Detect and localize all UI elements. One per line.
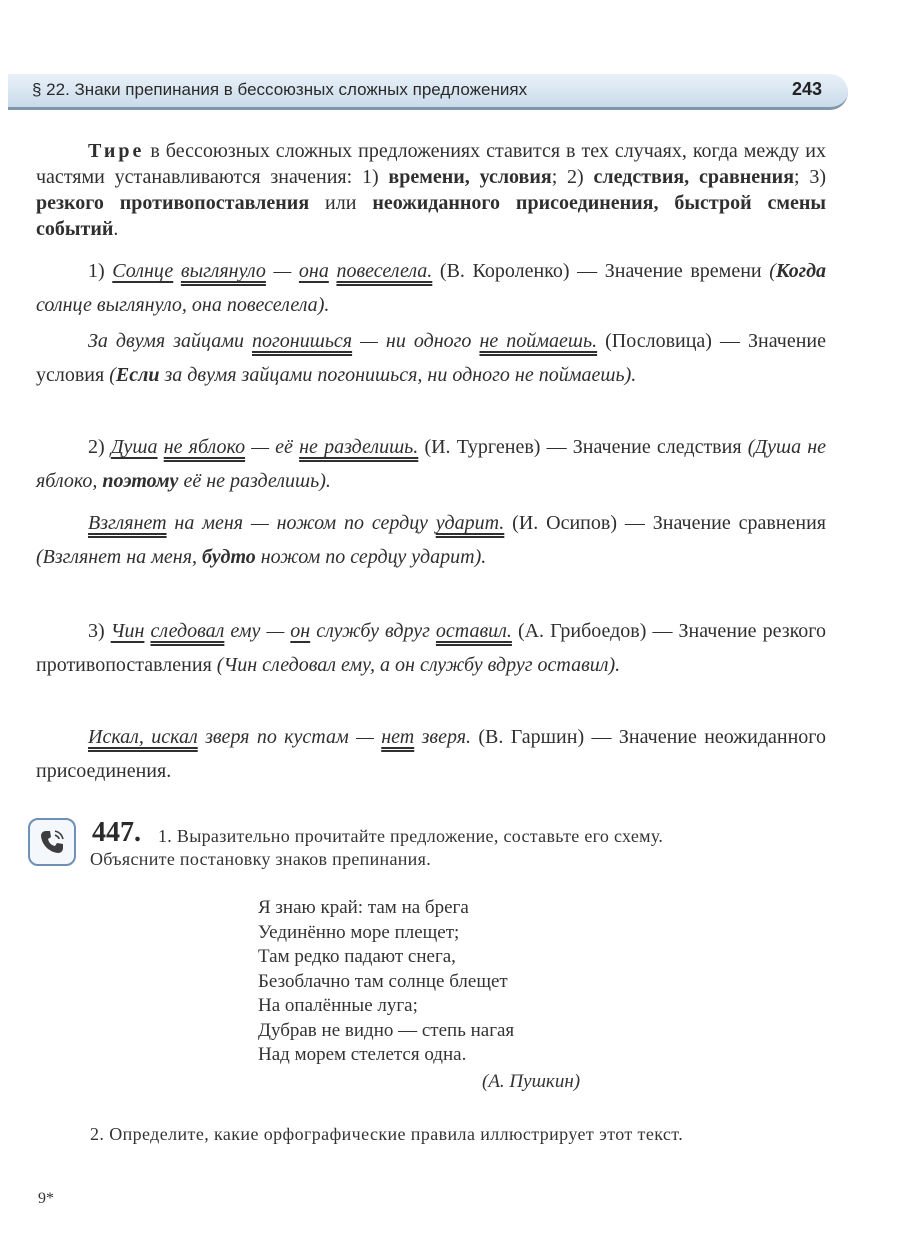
sentence-part: — её (245, 436, 300, 458)
section-title: § 22. Знаки препинания в бессоюзных сложных предложениях (32, 80, 528, 99)
example-number: 3) (88, 620, 111, 642)
explanation: (Чин следовал ему, а он службу вдруг оставил). (216, 654, 621, 676)
source: (И. Осипов) — Значение сравнения (504, 512, 826, 534)
explanation: ). (319, 470, 331, 492)
poem (258, 896, 514, 1068)
rule-text: ; 2) (551, 166, 594, 188)
predicate: не разделишь. (299, 436, 419, 458)
rule-bold: условия (479, 166, 552, 188)
source: (И. Тургенев) — Значение следствия (418, 436, 748, 458)
explanation: (Душа не яблоко, (36, 436, 827, 492)
explanation: ( (109, 364, 116, 386)
phone-icon (28, 818, 76, 866)
sentence-part: зверя. (414, 726, 471, 748)
poem-line: Я знаю край: там на брега (258, 897, 469, 918)
term: Тире (88, 140, 145, 162)
rule-bold: неожиданного присоединения, быстрой смены событий (36, 192, 827, 240)
explanation: ножом по сердцу ударит (255, 546, 475, 568)
conjunction: Если (115, 364, 160, 386)
explanation: ). (317, 294, 330, 316)
predicate: нет (381, 726, 415, 748)
rule-bold: времени, (388, 166, 470, 188)
rule-bold: следствия, сравнения (593, 166, 795, 188)
example-contrast (36, 614, 826, 682)
predicate: погонишься (252, 330, 353, 352)
exercise-task-2: 2. Определите, какие орфографические правила иллюстрирует этот текст. (90, 1124, 684, 1144)
sentence-part: службу вдруг (310, 620, 436, 642)
sentence-part: на меня — ножом по сердцу (166, 512, 436, 534)
conjunction: поэтому (102, 470, 179, 492)
predicate: не яблоко (163, 436, 246, 458)
exercise-number: 447. (92, 817, 141, 848)
dash: — (265, 260, 299, 282)
subject: Чин (110, 620, 145, 642)
explanation: (Взглянет на меня, (36, 546, 202, 568)
rule-text: в бессоюзных сложных предложениях ставится в тех случаях, когда между их частями устанавливаются значения: 1) (36, 140, 826, 188)
rule-text (470, 166, 480, 188)
example-condition (36, 324, 826, 392)
source: (В. Короленко) — Значение времени (432, 260, 770, 282)
predicate: Искал, искал (88, 726, 198, 748)
predicate: выглянуло (180, 260, 266, 282)
explanation: ). (474, 546, 487, 568)
poem-line: Над морем стелется одна. (258, 1044, 467, 1065)
predicate: не поймаешь. (479, 330, 598, 352)
rule-text: . (113, 218, 119, 240)
sentence-part: ему — (224, 620, 291, 642)
poem-line: Там редко падают снега, (258, 946, 456, 967)
example-consequence (36, 430, 826, 498)
predicate: оставил. (435, 620, 512, 642)
predicate: Взглянет (88, 512, 167, 534)
poem-line: Дубрав не видно — степь нагая (258, 1019, 515, 1041)
predicate: следовал (150, 620, 225, 642)
exercise-task-1-cont: Объясните постановку знаков препинания. (90, 849, 431, 869)
explanation: за двумя зайцами погонишься, ни одного не поймаешь (159, 364, 625, 386)
rule-text: ; 3) (794, 166, 827, 188)
source: (В. Гаршин) — Значение неожиданного присоединения. (36, 726, 826, 782)
example-comparison (36, 506, 826, 574)
conjunction: будто (202, 546, 256, 568)
subject: он (290, 620, 311, 642)
example-addition (36, 720, 826, 788)
poem-line: На опалённые луга; (258, 995, 418, 1016)
sentence-part: За двумя зайцами (88, 330, 252, 352)
explanation: ( (769, 260, 776, 282)
poem-line: Безоблачно там солнце блещет (258, 970, 508, 992)
signature-mark: 9* (38, 1190, 54, 1207)
running-header (8, 74, 848, 110)
predicate: повеселела. (336, 260, 433, 282)
predicate: ударит. (435, 512, 505, 534)
sentence-part: зверя по кустам — (197, 726, 382, 748)
subject: Солнце (112, 260, 174, 282)
rule-bold: резкого противопоставления (36, 192, 310, 214)
example-number: 2) (88, 436, 111, 458)
source: (Пословица) — Значение условия (36, 330, 827, 386)
subject: она (298, 260, 329, 282)
example-time (36, 254, 826, 322)
conjunction: Когда (775, 260, 826, 282)
explanation: её не разделишь (178, 470, 320, 492)
example-number: 1) (88, 260, 113, 282)
subject: Душа (110, 436, 158, 458)
rule-text: или (309, 192, 373, 214)
source: (А. Грибоедов) — Значение резкого противопоставления (36, 620, 826, 676)
page-number: 243 (791, 79, 822, 99)
poem-line: Уединённо море плещет; (258, 921, 460, 943)
explanation: ). (624, 364, 637, 386)
explanation: солнце выглянуло, она повеселела (36, 294, 318, 316)
exercise-task-1: 1. Выразительно прочитайте предложение, составьте его схему. (158, 826, 664, 846)
rule-paragraph (36, 138, 826, 242)
sentence-part: — ни одного (352, 330, 480, 352)
poem-author: (А. Пушкин) (482, 1071, 581, 1092)
